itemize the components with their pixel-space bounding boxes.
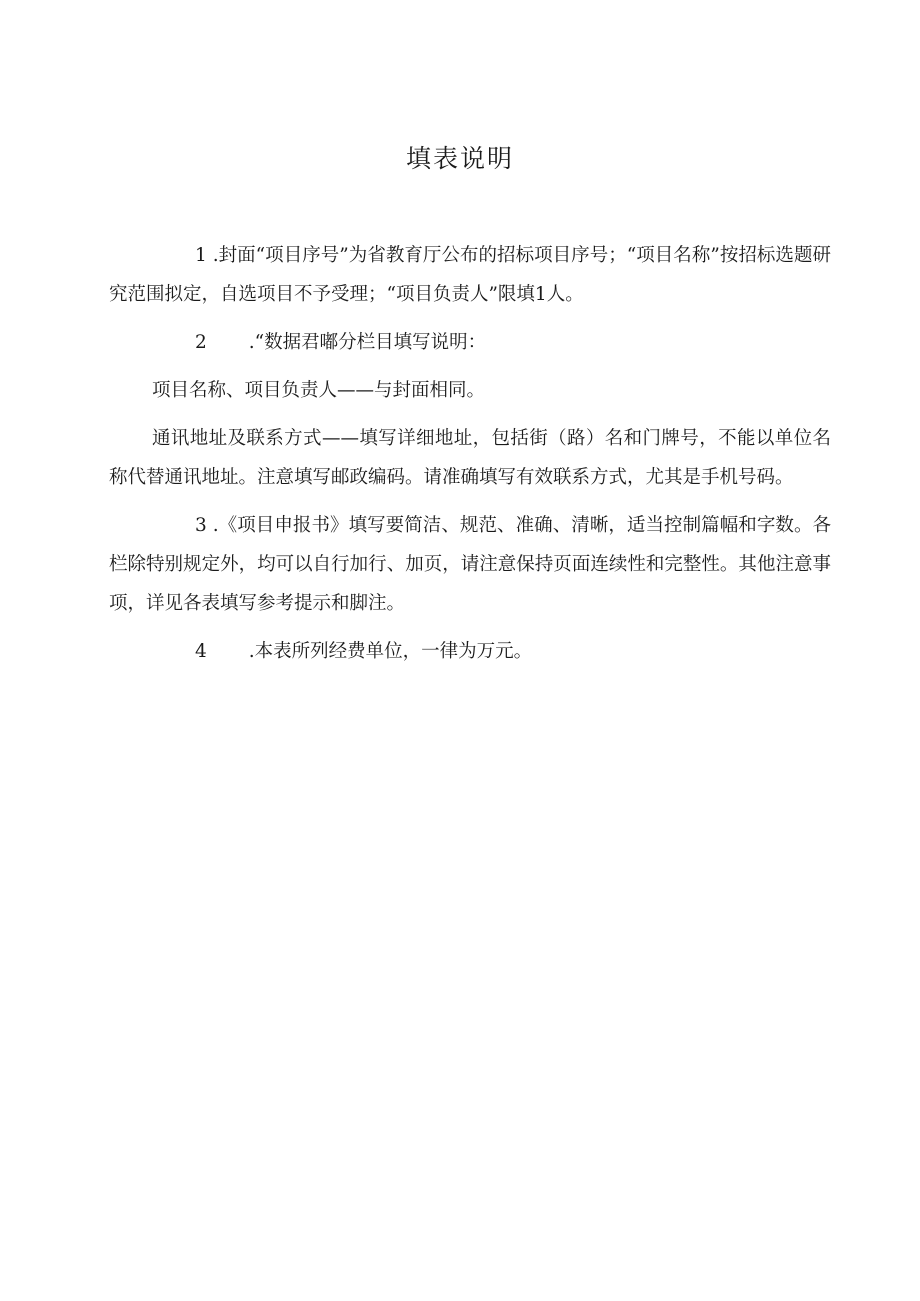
instruction-item-4 [109, 632, 831, 671]
item-text: .《项目申报书》填写要简洁、规范、准确、清晰，适当控制篇幅和字数。各栏除特别规定外，均可以自行加行、加页，请注意保持页面连续性和完整性。其他注意事项，详见各表填写参考提示和脚注。 [109, 515, 831, 614]
instruction-item-1 [109, 236, 831, 314]
item-number: 1 [195, 245, 207, 266]
instruction-subitem-name: 项目名称、项目负责人——与封面相同。 [152, 380, 486, 401]
item-number: 2 [195, 332, 207, 353]
item-number: 3 [195, 515, 207, 536]
item-text: .“数据君嘟分栏目填写说明： [248, 332, 487, 353]
instruction-subitem-address: 通讯地址及联系方式——填写详细地址，包括街（路）名和门牌号，不能以单位名称代替通讯地址。注意填写邮政编码。请准确填写有效联系方式，尤其是手机号码。 [109, 428, 831, 488]
instruction-item-3 [109, 506, 831, 623]
instruction-item-2 [109, 323, 831, 362]
page-title: 填表说明 [405, 144, 514, 173]
document-body [109, 236, 831, 680]
item-text: .封面“项目序号”为省教育厅公布的招标项目序号；“项目名称”按招标选题研究范围拟定，自选项目不予受理；“项目负责人”限填1人。 [109, 245, 831, 305]
item-number: 4 [195, 641, 207, 662]
item-text: .本表所列经费单位，一律为万元。 [248, 641, 533, 662]
